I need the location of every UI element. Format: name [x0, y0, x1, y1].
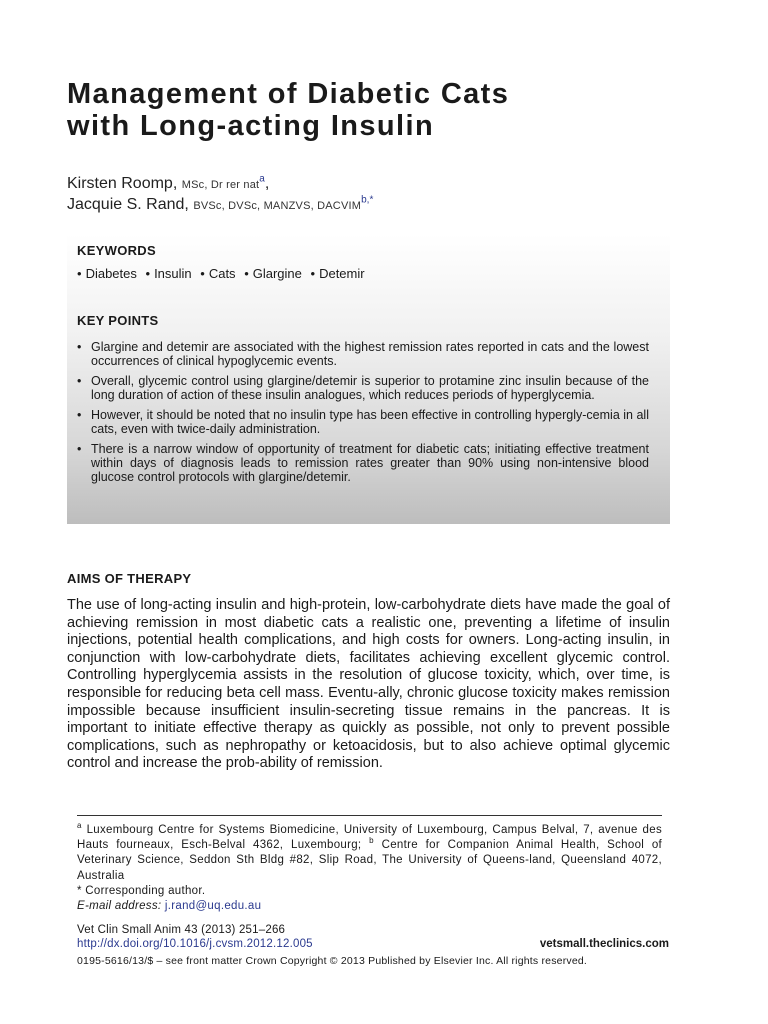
copyright-line: 0195-5616/13/$ – see front matter Crown Copyright © 2013 Published by Elsevier Inc. All rights reserved. — [77, 955, 588, 967]
email-link[interactable]: j.rand@uq.edu.au — [164, 900, 262, 913]
bullet-icon: • — [77, 340, 82, 354]
section-heading-aims: AIMS OF THERAPY — [67, 571, 192, 586]
footnote-divider — [77, 815, 662, 816]
footnote-mark-a: a — [77, 821, 82, 831]
article-title — [67, 78, 509, 142]
bullet-icon: • — [77, 374, 82, 388]
title-line-2: with Long-acting Insulin — [67, 110, 435, 142]
keyword-item: • Insulin — [145, 266, 192, 281]
author-separator: , — [264, 175, 270, 192]
key-point-item: • Overall, glycemic control using glargine/detemir is superior to protamine zinc insulin because of the long duration of action of these insulin analogues, which reduces periods of hyperglycemia. — [77, 374, 649, 402]
author-name: Jacquie S. Rand, — [67, 196, 189, 213]
keywords-list — [77, 266, 370, 281]
corresponding-note: * Corresponding author. — [77, 884, 206, 897]
doi-link[interactable]: http://dx.doi.org/10.1016/j.cvsm.2012.12.005 — [77, 938, 313, 950]
bullet-icon: • — [77, 408, 82, 422]
author-2 — [67, 195, 373, 216]
journal-site[interactable]: vetsmall.theclinics.com — [539, 938, 669, 950]
article-page — [67, 0, 670, 1024]
affiliation-a: Luxembourg Centre for Systems Biomedicine, University of Luxembourg, Campus Belval, 7, avenue des Hauts fourneaux, Esch-Belval 4362, Luxembourg; — [77, 824, 662, 852]
aims-paragraph: The use of long-acting insulin and high-protein, low-carbohydrate diets have made the goal of achieving remission in most diabetic cats a realistic one, preventing a lifetime of insulin injections, potential health complications, and high costs for owners. Long-acting insulin, in conjunction with low-carbohydrate diets, facilitates achieving excellent glycemic control. Controlling hyperglycemia assists in the resolution of glucose toxicity, which, over time, is responsible for reducing beta cell mass. Eventu-ally, chronic glucose toxicity makes remission impossible because insufficient insulin-secreting tissue remains in the pancreas. It is important to initiate effective therapy as quickly as possible, not only to prevent possible complications, such as nephropathy or ketoacidosis, but to also achieve optimal glycemic control and increase the prob-ability of remission. — [67, 597, 670, 772]
bullet-icon: • — [310, 266, 316, 281]
keyword-item: • Cats — [200, 266, 236, 281]
journal-citation: Vet Clin Small Anim 43 (2013) 251–266 — [77, 924, 286, 936]
affiliation-mark[interactable]: a — [259, 173, 265, 185]
email-label: E-mail address: — [77, 900, 162, 913]
author-1 — [67, 174, 373, 195]
key-point-item: • However, it should be noted that no insulin type has been effective in controlling hypergly-cemia in all cats, even with twice-daily administration. — [77, 408, 649, 436]
key-points-box — [67, 234, 670, 524]
key-point-item: • Glargine and detemir are associated with the highest remission rates reported in cats and the lowest occurrences of clinical hypoglycemic events. — [77, 340, 649, 368]
author-credentials: MSc, Dr rer nat — [181, 179, 260, 191]
key-points-heading: KEY POINTS — [77, 313, 159, 328]
affiliation-b: Centre for Companion Animal Health, School of Veterinary Science, Seddon Sth Bldg #82, Slip Road, The University of Queens-land, Queensland 4072, Australia — [77, 839, 663, 882]
keyword-item: • Diabetes — [77, 266, 137, 281]
bullet-icon: • — [77, 442, 82, 456]
keyword-item: • Detemir — [310, 266, 365, 281]
author-name: Kirsten Roomp, — [67, 175, 178, 192]
key-point-item: • There is a narrow window of opportunity of treatment for diabetic cats; initiating effective treatment within days of diagnosis leads to remission rates greater than 90% using non-intensive blood glucose control protocols with glargine/detemir. — [77, 442, 649, 484]
bullet-icon: • — [200, 266, 205, 281]
bullet-icon: • — [244, 266, 249, 281]
keywords-heading: KEYWORDS — [77, 243, 156, 258]
key-points-list — [77, 340, 649, 490]
bullet-icon: • — [145, 266, 151, 281]
footnotes — [77, 823, 662, 914]
author-list — [67, 174, 373, 216]
author-credentials: BVSc, DVSc, MANZVS, DACVIM — [193, 200, 362, 212]
title-line-1: Management of Diabetic Cats — [67, 78, 510, 110]
bullet-icon: • — [77, 266, 82, 281]
footnote-mark-b: b — [369, 836, 374, 846]
affiliation-mark[interactable]: b,* — [361, 194, 374, 206]
keyword-item: • Glargine — [244, 266, 302, 281]
